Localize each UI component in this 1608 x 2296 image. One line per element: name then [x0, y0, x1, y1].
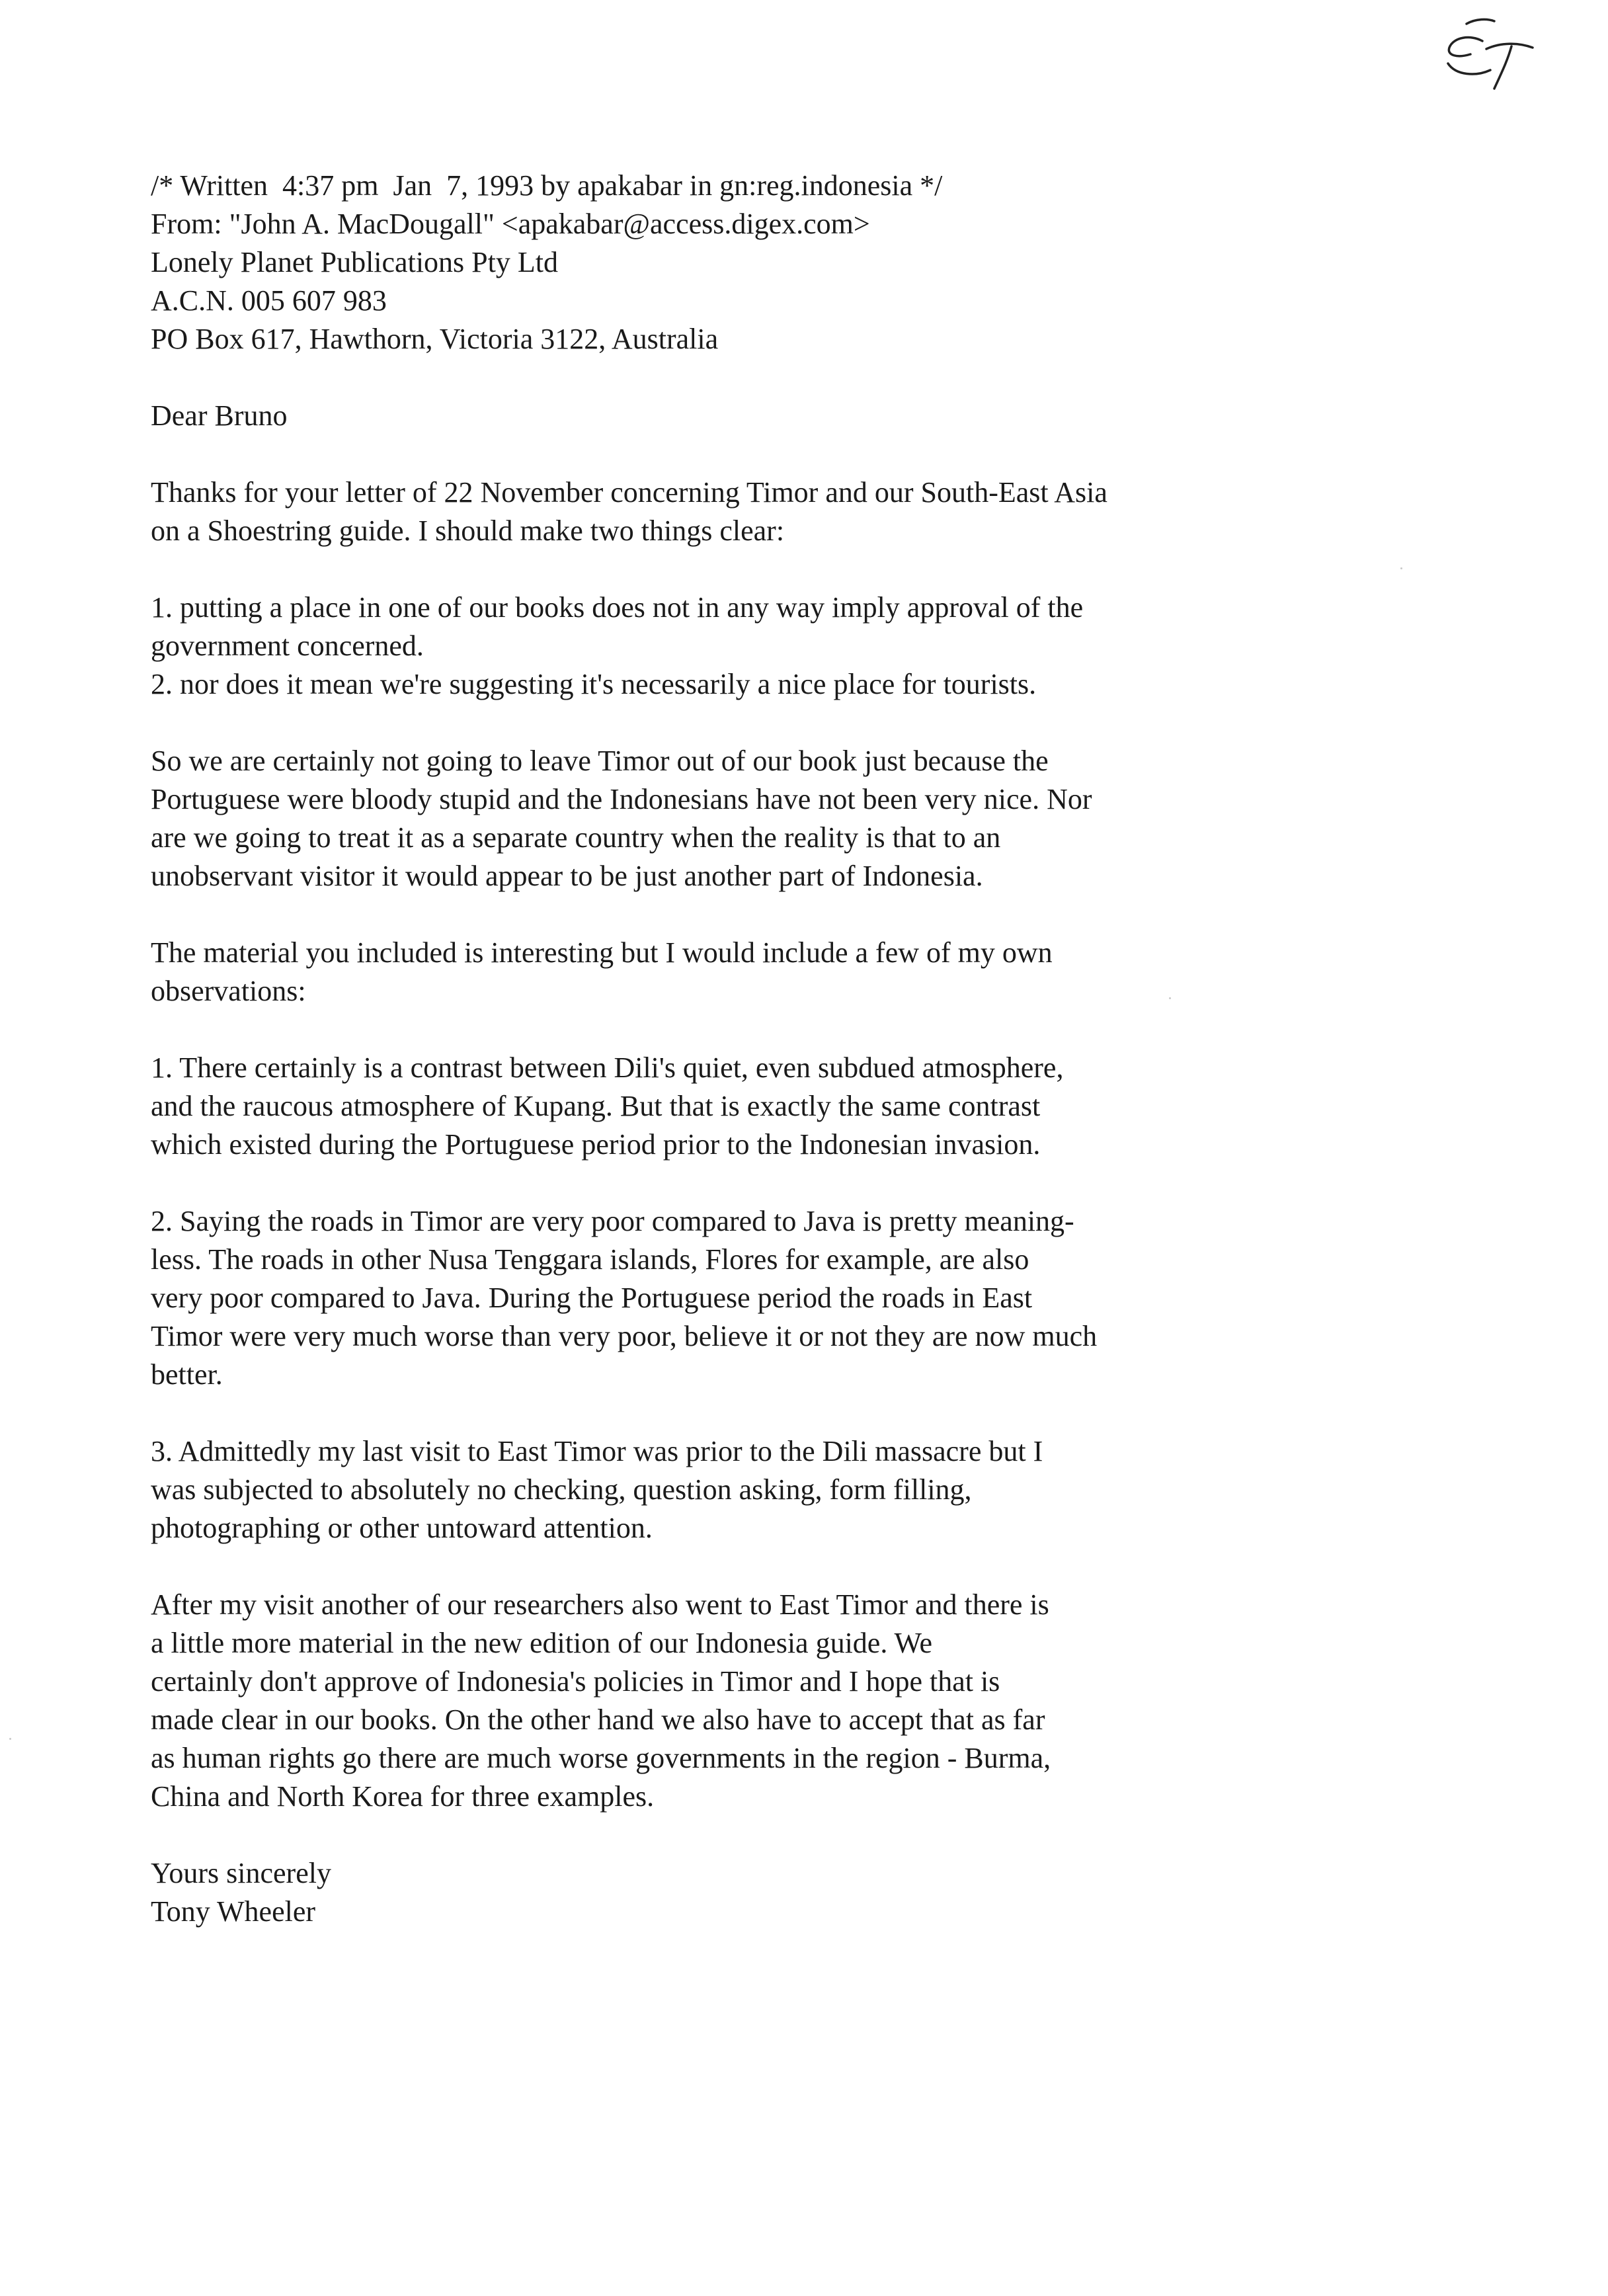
- paragraph-line: 2. nor does it mean we're suggesting it's necessarily a nice place for tourists.: [151, 668, 1037, 700]
- scan-speck: [9, 1738, 11, 1740]
- paragraph-line: which existed during the Portuguese period prior to the Indonesian invasion.: [151, 1128, 1041, 1161]
- header-line: Lonely Planet Publications Pty Ltd: [151, 246, 558, 278]
- paragraph-line: After my visit another of our researchers also went to East Timor and there is: [151, 1588, 1049, 1621]
- scan-speck: [1400, 567, 1402, 569]
- header-line: PO Box 617, Hawthorn, Victoria 3122, Australia: [151, 323, 719, 355]
- scan-speck: [1169, 997, 1171, 999]
- paragraph-intro: [151, 473, 1354, 550]
- paragraph-line: 1. putting a place in one of our books does not in any way imply approval of the: [151, 591, 1084, 624]
- paragraph-line: photographing or other untoward attention.: [151, 1512, 653, 1544]
- email-header: [151, 167, 1354, 358]
- paragraph-line: was subjected to absolutely no checking, question asking, form filling,: [151, 1473, 972, 1506]
- paragraph-line: So we are certainly not going to leave Timor out of our book just because the: [151, 745, 1049, 777]
- paragraph-line: Thanks for your letter of 22 November concerning Timor and our South-East Asia: [151, 476, 1107, 509]
- paragraph-line: Portuguese were bloody stupid and the Indonesians have not been very nice. Nor: [151, 783, 1092, 815]
- paragraph-line: 1. There certainly is a contrast between Dili's quiet, even subdued atmosphere,: [151, 1051, 1064, 1084]
- paragraph-line: government concerned.: [151, 630, 424, 662]
- paragraph-line: a little more material in the new edition of our Indonesia guide. We: [151, 1627, 933, 1659]
- paragraph-line: The material you included is interesting but I would include a few of my own: [151, 936, 1053, 969]
- signature-name: Tony Wheeler: [151, 1895, 316, 1928]
- salutation-text: Dear Bruno: [151, 399, 288, 432]
- paragraph-line: on a Shoestring guide. I should make two things clear:: [151, 514, 785, 547]
- paragraph-after: [151, 1586, 1354, 1816]
- paragraph-observation-1: [151, 1049, 1354, 1164]
- letter-body: [151, 167, 1354, 1969]
- closing: [151, 1854, 1354, 1931]
- salutation: [151, 397, 1354, 435]
- paragraph-line: Timor were very much worse than very poor, believe it or not they are now much: [151, 1320, 1098, 1352]
- paragraph-line: China and North Korea for three examples.: [151, 1780, 655, 1813]
- header-line: From: "John A. MacDougall" <apakabar@access.digex.com>: [151, 208, 870, 240]
- paragraph-line: are we going to treat it as a separate country when the reality is that to an: [151, 821, 1001, 854]
- paragraph-material: [151, 934, 1354, 1010]
- paragraph-observation-3: [151, 1432, 1354, 1547]
- paragraph-line: less. The roads in other Nusa Tenggara islands, Flores for example, are also: [151, 1243, 1029, 1276]
- paragraph-line: 3. Admittedly my last visit to East Timor was prior to the Dili massacre but I: [151, 1435, 1043, 1467]
- paragraph-line: 2. Saying the roads in Timor are very poor compared to Java is pretty meaning-: [151, 1205, 1074, 1237]
- paragraph-points: [151, 589, 1354, 704]
- paragraph-line: observations:: [151, 975, 306, 1007]
- paragraph-line: certainly don't approve of Indonesia's policies in Timor and I hope that is: [151, 1665, 1000, 1698]
- paragraph-line: made clear in our books. On the other hand we also have to accept that as far: [151, 1703, 1045, 1736]
- paragraph-line: unobservant visitor it would appear to be just another part of Indonesia.: [151, 860, 983, 892]
- header-line: A.C.N. 005 607 983: [151, 284, 387, 317]
- paragraph-line: better.: [151, 1358, 223, 1391]
- paragraph-observation-2: [151, 1202, 1354, 1394]
- paragraph-so: [151, 742, 1354, 895]
- valediction: Yours sincerely: [151, 1857, 331, 1889]
- handwritten-initials: [1433, 15, 1546, 94]
- paragraph-line: very poor compared to Java. During the Portuguese period the roads in East: [151, 1282, 1033, 1314]
- paragraph-line: and the raucous atmosphere of Kupang. But that is exactly the same contrast: [151, 1090, 1041, 1122]
- header-line: /* Written 4:37 pm Jan 7, 1993 by apakabar in gn:reg.indonesia */: [151, 169, 943, 202]
- paragraph-line: as human rights go there are much worse governments in the region - Burma,: [151, 1742, 1051, 1774]
